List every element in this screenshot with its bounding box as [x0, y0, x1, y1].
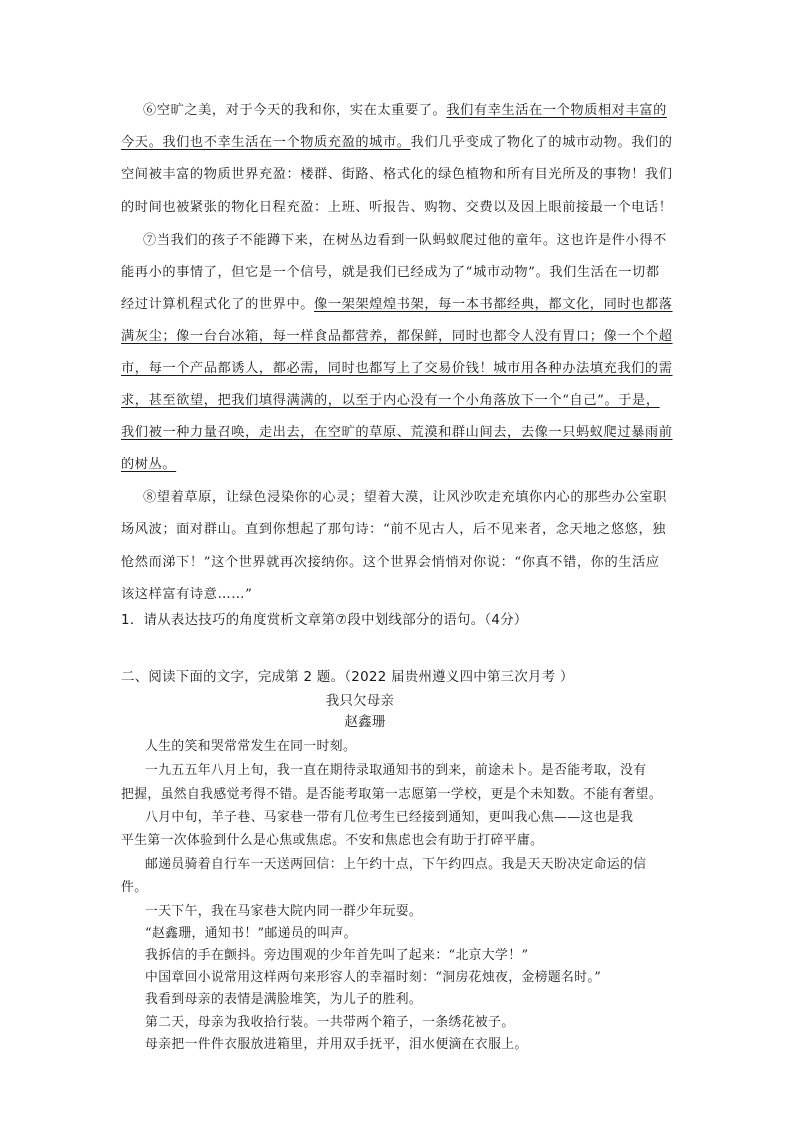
passage-line: 八月中旬，羊子巷、马家巷一带有几位考生已经接到通知，更叫我心焦——这也是我: [145, 810, 634, 825]
passage-line: 邮递员骑着自行车一天送两回信：上午约十点，下午约四点。我是天天盼决定命运的信: [145, 857, 647, 872]
passage-two-author: 赵鑫珊: [344, 715, 386, 730]
question-one: 1．请从表达技巧的角度赏析文章第⑦段中划线部分的语句。（4分）: [121, 613, 528, 628]
passage-line: 空间被丰富的物质世界充盈：楼群、街路、格式化的绿色植物和所有目光所及的事物！我们: [121, 167, 673, 182]
passage-line: 把握，虽然自我感觉考得不错。是否能考取第一志愿第一学校，更是个未知数。不能有奢望。: [121, 787, 663, 802]
passage-line: [121, 293, 673, 312]
passage-line-underlined: 满灰尘；像一台台冰箱，每一样食品都营养，都保鲜，同时也都令人没有胃口；像一个个超: [121, 329, 673, 344]
passage-line: 一九五五年八月上旬，我一直在期待录取通知书的到来，前途未卜。是否能考取，没有: [145, 763, 647, 778]
passage-line: 该这样富有诗意……”: [121, 587, 253, 602]
passage-line-underlined: 求，甚至欲望，把我们填得满满的，以至于内心没有一个小角落放下一个“自己”。于是，: [121, 393, 660, 408]
passage-line: 的时间也被紧张的物化日程充盈：上班、听报告、购物、交费以及因上眼前接最一个电话！: [121, 200, 673, 215]
plain-text: ⑥空旷之美，对于今天的我和你，实在太重要了。: [143, 103, 447, 118]
passage-line: 第二天，母亲为我收拾行装。一共带两个箱子，一条绣花被子。: [145, 1015, 515, 1030]
plain-text: 我们几乎变成了物化了的城市动物。我们的: [410, 135, 673, 150]
passage-line: ⑧望着草原，让绿色浸染你的心灵；望着大漠，让风沙吹走充填你内心的那些办公室职: [143, 490, 667, 505]
passage-two-title: 我只欠母亲: [325, 694, 395, 709]
passage-line: 一天下午，我在马家巷大院内同一群少年玩耍。: [145, 904, 423, 919]
passage-line: 能再小的事情了，但它是一个信号，就是我们已经成为了“城市动物”。我们生活在一切都: [121, 265, 660, 280]
passage-line: 平生第一次体验到什么是心焦或焦虑。不安和焦虑也会有助于打碎平庸。: [121, 833, 544, 848]
passage-line: 人生的笑和哭常常发生在同一时刻。: [145, 739, 357, 754]
underlined-text: 像一架架煌煌书架，每一本书都经典，都文化，同时也都落: [314, 297, 673, 312]
underlined-text: 今天。我们也不幸生活在一个物质充盈的城市。: [121, 135, 411, 150]
passage-line: 怆然而涕下！”这个世界就再次接纳你。这个世界会悄悄对你说：“你真不错，你的生活应: [121, 555, 660, 570]
passage-line: 母亲把一件件衣服放进箱里，并用双手抚平，泪水便滴在衣服上。: [145, 1037, 528, 1052]
passage-line: 件。: [121, 880, 148, 895]
passage-line: “赵鑫珊，通知书！”邮递员的叫声。: [145, 926, 357, 941]
underlined-text: 我们有幸生活在一个物质相对丰富的: [446, 103, 667, 118]
passage-line-underlined: 的树丛。: [121, 457, 177, 472]
passage-line: 我看到母亲的表情是满脸堆笑，为儿子的胜利。: [145, 992, 423, 1007]
passage-line-underlined: 市，每一个产品都诱人，都必需，同时也都写上了交易价钱！城市用各种办法填充我们的需: [121, 361, 673, 376]
section-two-heading: 二、阅读下面的文字，完成第 2 题。（2022 届贵州遵义四中第三次月考 ）: [121, 670, 574, 685]
passage-line: [143, 99, 667, 118]
passage-line: [121, 131, 673, 150]
plain-text: 经过计算机程式化了的世界中。: [121, 297, 315, 312]
passage-line: 我拆信的手在颤抖。旁边围观的少年首先叫了起来：“北京大学！”: [145, 948, 529, 963]
passage-line-underlined: 我们被一种力量召唤，走出去，在空旷的草原、荒漠和群山间去，去像一只蚂蚁爬过暴雨前: [121, 425, 673, 440]
passage-line: 场风波；面对群山。直到你想起了那句诗：“前不见古人，后不见来者，念天地之悠悠，独: [121, 522, 667, 537]
passage-line: 中国章回小说常用这样两句来形容人的幸福时刻：“洞房花烛夜，金榜题名时。”: [145, 970, 602, 985]
passage-line: ⑦当我们的孩子不能蹲下来，在树丛边看到一队蚂蚁爬过他的童年。这也许是件小得不: [143, 233, 667, 248]
